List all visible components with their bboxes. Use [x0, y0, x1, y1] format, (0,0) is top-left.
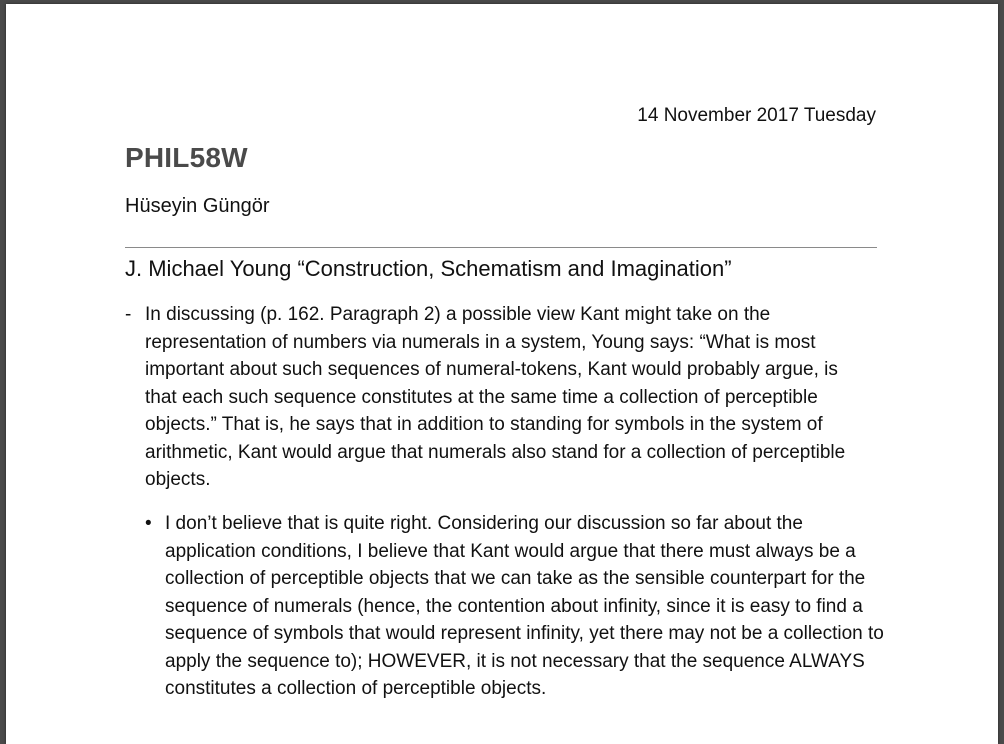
bullet-marker: •: [145, 513, 152, 534]
document-date: 14 November 2017 Tuesday: [637, 105, 876, 126]
dash-paragraph: In discussing (p. 162. Paragraph 2) a possible view Kant might take on the representation of numbers via numerals in a system, Young says: “What is most important about such sequences of numeral-tokens, Kant would probably argue, is that each such sequence constitutes at the same time a collection of perceptible objects.” That is, he says that in addition to standing for symbols in the system of arithmetic, Kant would argue that numerals also stand for a collection of perceptible objects.: [145, 304, 846, 490]
document-page: [6, 4, 998, 744]
bullet-paragraph: I don’t believe that is quite right. Considering our discussion so far about the application conditions, I believe that Kant would argue that there must always be a collection of perceptible objects that we can take as the sensible counterpart for the sequence of numerals (hence, the contention about infinity, since it is easy to find a sequence of symbols that would represent infinity, yet there may not be a collection to apply the sequence to); HOWEVER, it is not necessary that the sequence ALWAYS constitutes a collection of perceptible objects.: [165, 513, 884, 699]
horizontal-rule: [125, 247, 877, 248]
author-name: Hüseyin Güngör: [125, 195, 270, 217]
dash-list-item: [125, 301, 865, 494]
dash-marker: -: [125, 304, 132, 325]
course-title: PHIL58W: [125, 142, 248, 173]
section-heading: J. Michael Young “Construction, Schematism and Imagination”: [125, 256, 732, 281]
bullet-list-item: [145, 510, 885, 703]
